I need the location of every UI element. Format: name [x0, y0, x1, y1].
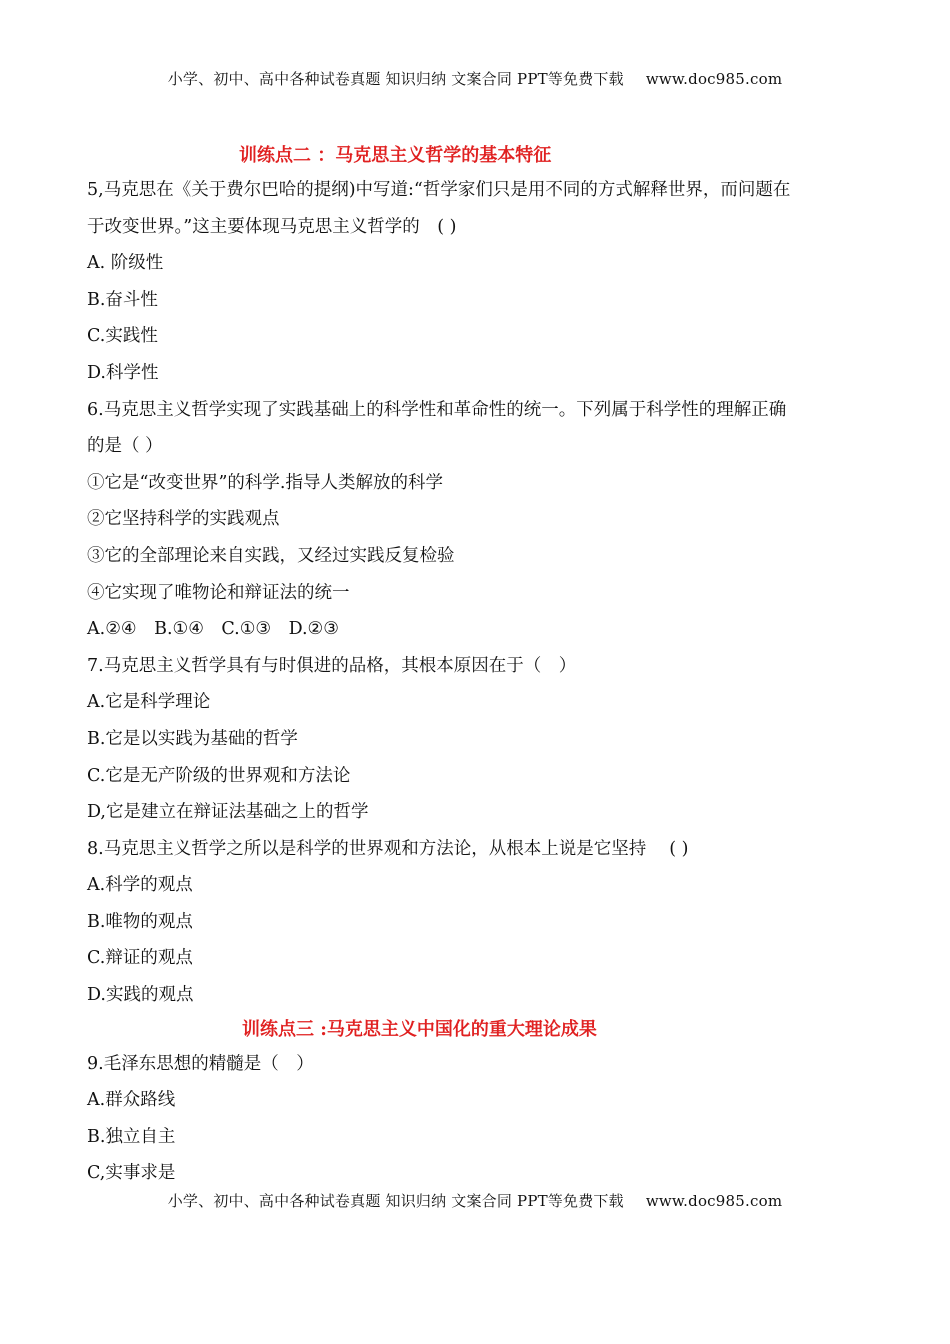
footer-text: 小学、初中、高中各种试卷真题 知识归纳 文案合同 PPT等免费下载 — [167, 1192, 624, 1210]
q8-option-a: A.科学的观点 — [87, 875, 193, 896]
q6-statement-1: ①它是“改变世界”的科学.指导人类解放的科学 — [87, 472, 443, 493]
page-header — [0, 68, 950, 89]
q6-statement-2: ②它坚持科学的实践观点 — [87, 509, 280, 530]
q9-stem: 9.毛泽东思想的精髓是（ ） — [87, 1053, 314, 1074]
q6-stem-line-2: 的是（ ） — [87, 436, 163, 457]
header-text: 小学、初中、高中各种试卷真题 知识归纳 文案合同 PPT等免费下载 — [167, 70, 624, 88]
q8-option-d: D.实践的观点 — [87, 985, 194, 1006]
q6-statement-3: ③它的全部理论来自实践，又经过实践反复检验 — [87, 545, 455, 566]
header-site-link[interactable]: www.doc985.com — [645, 70, 783, 88]
document-body — [87, 140, 867, 1192]
footer-site-link[interactable]: www.doc985.com — [645, 1192, 783, 1210]
q9-option-c: C,实事求是 — [87, 1163, 176, 1184]
q7-option-c: C.它是无产阶级的世界观和方法论 — [87, 765, 351, 786]
q5-option-d: D.科学性 — [87, 362, 159, 383]
q5-option-a: A. 阶级性 — [87, 253, 164, 274]
q6-statement-4: ④它实现了唯物论和辩证法的统一 — [87, 582, 350, 603]
q7-option-d: D,它是建立在辩证法基础之上的哲学 — [87, 802, 369, 823]
q9-option-a: A.群众路线 — [87, 1090, 176, 1111]
q7-option-a: A.它是科学理论 — [87, 692, 211, 713]
section-title-3: 训练点三 :马克思主义中国化的重大理论成果 — [242, 1018, 597, 1040]
q6-options: A.②④ B.①④ C.①③ D.②③ — [87, 619, 339, 640]
q7-option-b: B.它是以实践为基础的哲学 — [87, 728, 298, 749]
q8-stem: 8.马克思主义哲学之所以是科学的世界观和方法论，从根本上说是它坚持 ( ) — [87, 838, 689, 859]
section-title-2: 训练点二 ：马克思主义哲学的基本特征 — [239, 145, 552, 166]
q7-stem: 7.马克思主义哲学具有与时俱进的品格，其根本原因在于（ ） — [87, 655, 577, 676]
page-footer — [0, 1190, 950, 1211]
q8-option-b: B.唯物的观点 — [87, 911, 193, 932]
q5-option-c: C.实践性 — [87, 326, 158, 347]
q9-option-b: B.独立自主 — [87, 1126, 176, 1147]
q6-stem-line-1: 6.马克思主义哲学实现了实践基础上的科学性和革命性的统一。下列属于科学性的理解正确 — [87, 399, 787, 420]
q5-stem-line-1: 5,马克思在《关于费尔巴哈的提纲)中写道:“哲学家们只是用不同的方式解释世界，而问题在 — [87, 180, 791, 200]
q5-option-b: B.奋斗性 — [87, 289, 158, 310]
q8-option-c: C.辩证的观点 — [87, 948, 193, 969]
q5-stem-line-2: 于改变世界。”这主要体现马克思主义哲学的 ( ) — [87, 216, 457, 237]
